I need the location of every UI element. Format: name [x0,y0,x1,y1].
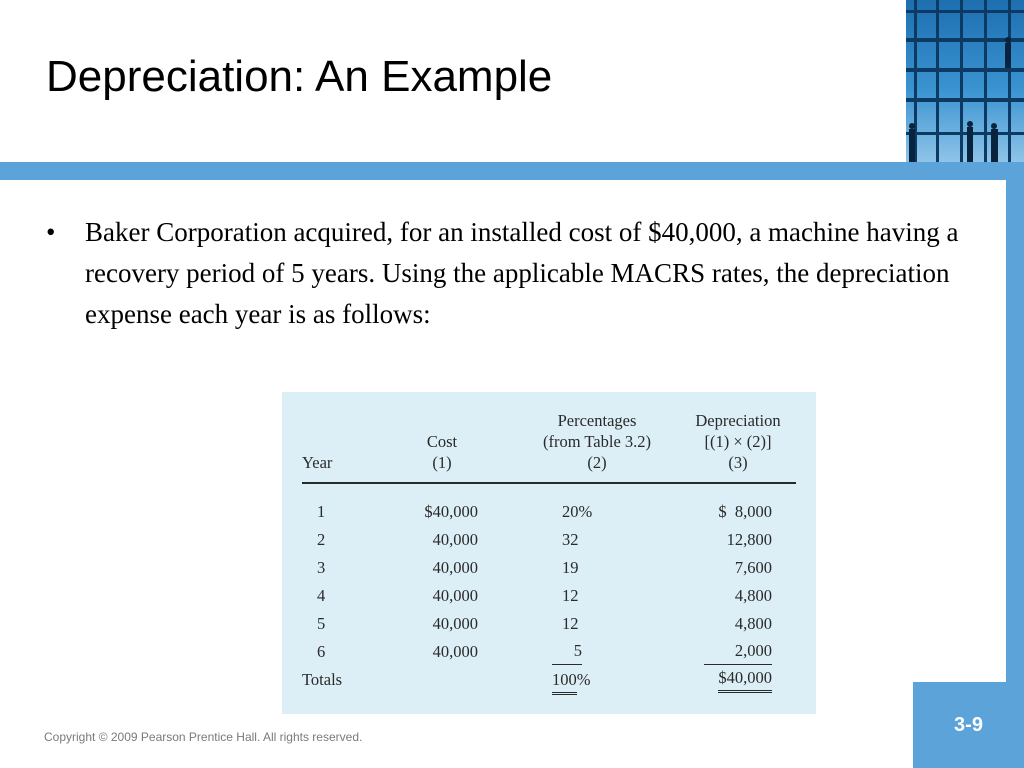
pct-cell: 12 [562,586,579,605]
header-cost-label: Cost [426,432,458,451]
dep-cell: 2,000 [704,638,772,665]
bullet-text: Baker Corporation acquired, for an installed cost of $40,000, a machine having a recovery period of 5 years. Using the applicable MACRS rates, the depreciation expense each year is as follows: [85,217,959,329]
totals-row [302,666,796,694]
totals-pct-value: 100 [552,668,577,695]
totals-pct-sign: % [576,670,591,689]
year-cell: 3 [317,558,326,577]
pct-cell: 32 [562,530,579,549]
year-cell: 5 [317,614,326,633]
table-row [302,554,796,582]
pct-cell: 19 [562,558,579,577]
dep-cell: 7,600 [734,558,772,577]
table-row [302,582,796,610]
year-cell: 2 [317,530,326,549]
year-cell: 1 [317,502,326,521]
pct-cell: 20% [562,502,593,521]
table-header [302,410,796,482]
bullet-marker: • [46,217,56,247]
table-row [302,526,796,554]
right-accent-strip [1006,180,1024,682]
header-year: Year [302,453,333,472]
cost-cell: $40,000 [424,502,478,521]
cost-cell: 40,000 [432,614,478,633]
pct-cell: 12 [562,614,579,633]
dep-cell: 4,800 [734,614,772,633]
header-accent-bar [0,162,1024,180]
dep-cell: $ 8,000 [718,502,772,521]
office-building-photo [906,0,1024,162]
header-pct-source: (from Table 3.2) [542,432,652,451]
header-cost-number: (1) [432,453,452,472]
header-pct-number: (2) [587,453,607,472]
header-rule [302,482,796,484]
header-depreciation [678,410,798,473]
totals-dep: $40,000 [718,666,772,693]
header-cost [402,431,482,473]
totals-label: Totals [302,670,343,689]
year-cell: 6 [317,642,326,661]
totals-pct [552,666,591,695]
cost-cell: 40,000 [432,558,478,577]
depreciation-table [282,392,816,714]
dep-cell: 4,800 [734,586,772,605]
header-dep-label: Depreciation [695,411,781,430]
header-dep-formula: [(1) × (2)] [704,432,772,451]
header-dep-number: (3) [728,453,748,472]
table-row [302,610,796,638]
dep-cell: 12,800 [726,530,772,549]
cost-cell: 40,000 [432,586,478,605]
copyright-notice: Copyright © 2009 Pearson Prentice Hall. All rights reserved. [44,730,363,744]
cost-cell: 40,000 [432,530,478,549]
cost-cell: 40,000 [432,642,478,661]
slide-title: Depreciation: An Example [46,52,553,101]
table-row [302,498,796,526]
pct-cell: 5 [552,638,582,665]
page-number-box [913,682,1024,768]
bullet-item [46,212,966,335]
year-cell: 4 [317,586,326,605]
table-row [302,638,796,666]
page-number: 3-9 [954,713,983,736]
header-percentages [512,410,682,473]
header-pct-label: Percentages [557,411,637,430]
